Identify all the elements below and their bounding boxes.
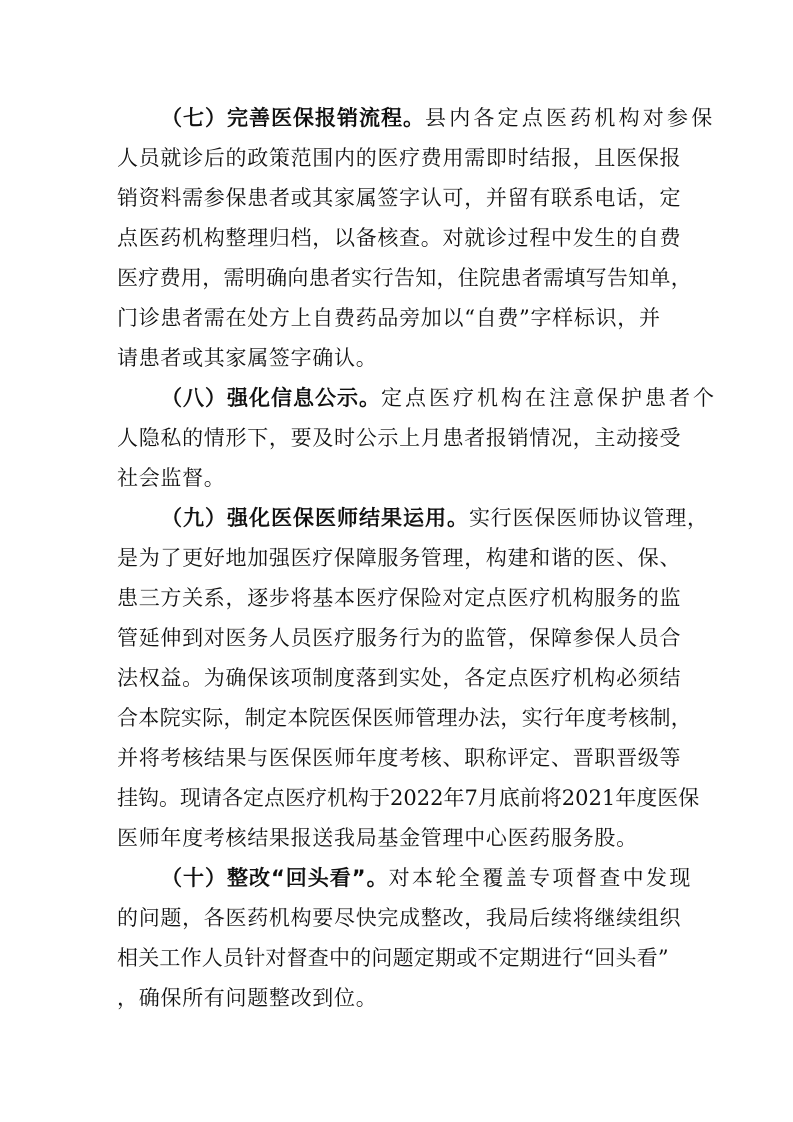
paragraph-line <box>0 743 793 773</box>
paragraph-heading: （九）强化医保医师结果运用。 <box>161 506 469 530</box>
paragraph-heading: （八）强化信息公示。 <box>161 386 381 410</box>
paragraph-line <box>0 303 793 333</box>
paragraph-line <box>0 103 793 133</box>
paragraph-line <box>0 463 793 493</box>
paragraph-text: 对本轮全覆盖专项督查中发现 <box>388 866 693 890</box>
paragraph-line <box>0 703 793 733</box>
paragraph-line <box>0 183 793 213</box>
paragraph-line <box>0 543 793 573</box>
paragraph-text: 人隐私的情形下，要及时公示上月患者报销情况，主动接受 <box>117 426 682 450</box>
paragraph-heading: （七）完善医保报销流程。 <box>161 106 425 130</box>
paragraph-text: 医疗费用，需明确向患者实行告知，住院患者需填写告知单， <box>117 266 693 290</box>
paragraph-text: 请患者或其家属签字确认。 <box>117 346 378 370</box>
paragraph-text: 销资料需参保患者或其家属签字认可，并留有联系电话，定 <box>117 186 682 210</box>
paragraph-line <box>0 583 793 613</box>
paragraph-text: 法权益。为确保该项制度落到实处，各定点医疗机构必须结 <box>117 666 682 690</box>
paragraph-line <box>0 383 793 413</box>
paragraph-text: 管延伸到对医务人员医疗服务行为的监管，保障参保人员合 <box>117 626 682 650</box>
paragraph-line <box>0 863 793 893</box>
paragraph-text: 点医药机构整理归档，以备核查。对就诊过程中发生的自费 <box>117 226 682 250</box>
paragraph-text: ，确保所有问题整改到位。 <box>117 986 378 1010</box>
paragraph-line <box>0 503 793 533</box>
paragraph-text: 相关工作人员针对督查中的问题定期或不定期进行“回头看” <box>117 946 669 970</box>
paragraph-line <box>0 263 793 293</box>
paragraph-heading: （十）整改“回头看”。 <box>161 866 389 890</box>
paragraph-text: 是为了更好地加强医疗保障服务管理，构建和谐的医、保、 <box>117 546 682 570</box>
paragraph-line <box>0 903 793 933</box>
paragraph-line <box>0 783 793 813</box>
paragraph-text: 社会监督。 <box>117 466 226 490</box>
paragraph-text: 实行医保医师协议管理， <box>469 506 709 530</box>
paragraph-text: 的问题，各医药机构要尽快完成整改，我局后续将继续组织 <box>117 906 682 930</box>
paragraph-line <box>0 983 793 1013</box>
paragraph-text: 并将考核结果与医保医师年度考核、职称评定、晋职晋级等 <box>117 746 682 770</box>
paragraph-text: 挂钩。现请各定点医疗机构于2022年7月底前将2021年度医保 <box>117 786 700 810</box>
paragraph-line <box>0 623 793 653</box>
paragraph-text: 人员就诊后的政策范围内的医疗费用需即时结报，且医保报 <box>117 146 682 170</box>
paragraph-text: 医师年度考核结果报送我局基金管理中心医药服务股。 <box>117 826 638 850</box>
paragraph-line <box>0 143 793 173</box>
paragraph-line <box>0 943 793 973</box>
paragraph-line <box>0 423 793 453</box>
paragraph-text: 门诊患者需在处方上自费药品旁加以“自费”字样标识，并 <box>117 306 661 330</box>
paragraph-line <box>0 223 793 253</box>
paragraph-line <box>0 663 793 693</box>
paragraph-line <box>0 823 793 853</box>
paragraph-text: 定点医疗机构在注意保护患者个 <box>381 386 717 410</box>
paragraph-line <box>0 343 793 373</box>
paragraph-text: 合本院实际，制定本院医保医师管理办法，实行年度考核制， <box>117 706 693 730</box>
paragraph-text: 县内各定点医药机构对参保 <box>425 106 716 130</box>
paragraph-text: 患三方关系，逐步将基本医疗保险对定点医疗机构服务的监 <box>117 586 682 610</box>
